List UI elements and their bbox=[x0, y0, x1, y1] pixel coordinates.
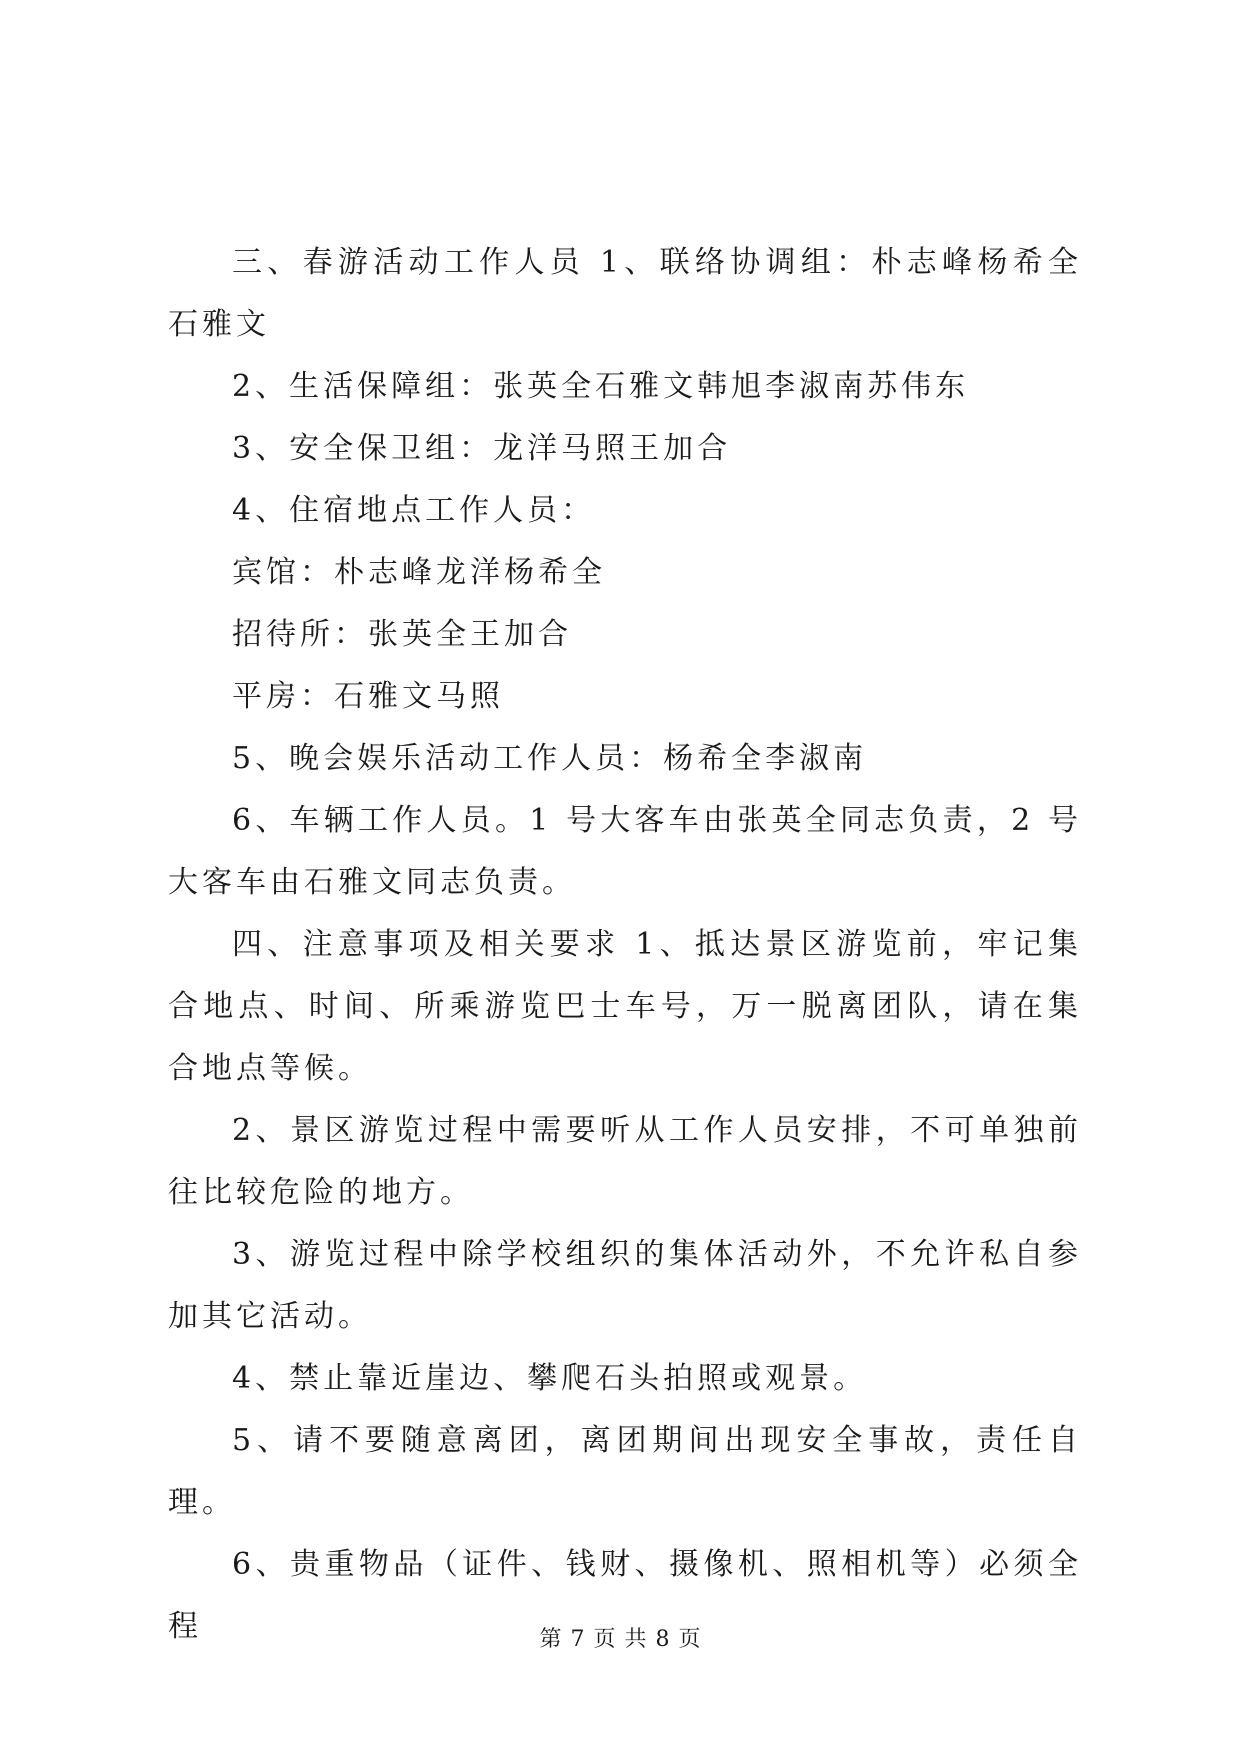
paragraph-note-3: 3、游览过程中除学校组织的集体活动外，不允许私自参加其它活动。 bbox=[168, 1237, 1082, 1334]
paragraph-bungalow: 平房：石雅文马照 bbox=[232, 679, 504, 714]
paragraph-vehicle-staff: 6、车辆工作人员。1 号大客车由张英全同志负责，2 号大客车由石雅文同志负责。 bbox=[168, 803, 1082, 900]
document-body bbox=[168, 232, 1082, 1658]
paragraph-note-2: 2、景区游览过程中需要听从工作人员安排，不可单独前往比较危险的地方。 bbox=[168, 1113, 1082, 1210]
paragraph-entertainment-staff: 5、晚会娱乐活动工作人员：杨希全李淑南 bbox=[232, 741, 868, 776]
paragraph-note-5: 5、请不要随意离团，离团期间出现安全事故，责任自理。 bbox=[168, 1423, 1082, 1520]
page-number-footer: 第 7 页 共 8 页 bbox=[539, 1627, 702, 1652]
paragraph-note-6: 6、贵重物品（证件、钱财、摄像机、照相机等）必须全程 bbox=[168, 1547, 1082, 1644]
paragraph-hotel: 宾馆：朴志峰龙洋杨希全 bbox=[232, 555, 606, 590]
paragraph-security-group: 3、安全保卫组：龙洋马照王加合 bbox=[232, 431, 732, 466]
paragraph-logistics-group: 2、生活保障组：张英全石雅文韩旭李淑南苏伟东 bbox=[232, 369, 970, 404]
paragraph-note-4: 4、禁止靠近崖边、攀爬石头拍照或观景。 bbox=[232, 1361, 868, 1396]
paragraph-lodging-staff: 4、住宿地点工作人员： bbox=[232, 493, 596, 528]
paragraph-staff-heading: 三、春游活动工作人员 1、联络协调组：朴志峰杨希全石雅文 bbox=[168, 245, 1082, 342]
paragraph-notes-heading: 四、注意事项及相关要求 1、抵达景区游览前，牢记集合地点、时间、所乘游览巴士车号，万一脱离团队，请在集合地点等候。 bbox=[168, 927, 1082, 1086]
paragraph-guesthouse: 招待所：张英全王加合 bbox=[232, 617, 572, 652]
